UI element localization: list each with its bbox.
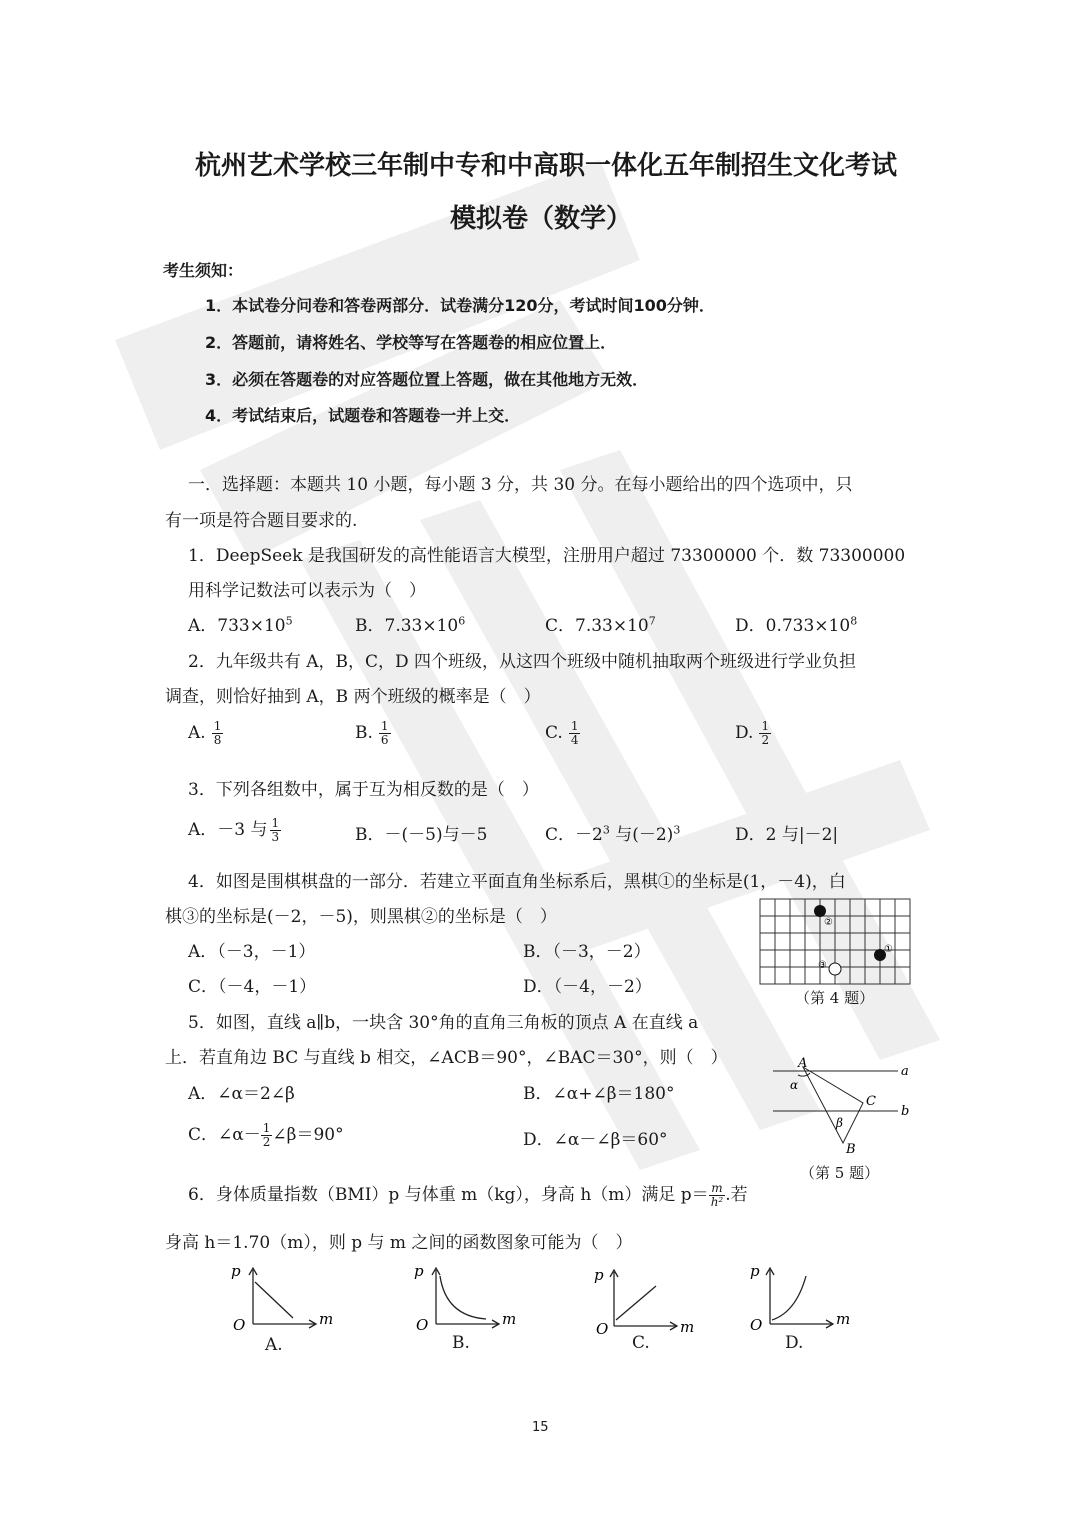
q3-option-b: B．－(－5)与－5 — [355, 825, 488, 845]
q4-option-d: D．（－4，－2） — [523, 977, 652, 997]
q1-option-d: D．$0.733\times 10^8$ — [735, 614, 858, 636]
q1-line-1: 1．DeepSeek 是我国研发的高性能语言大模型，注册用户超过 73300000 个．数 73300000 — [188, 546, 906, 566]
q1-option-b: B．$7.33\times 10^6$ — [355, 614, 466, 636]
svg-text:p: p — [414, 1262, 424, 1280]
q2-option-d: D. $\frac{1}{2}$ — [735, 719, 770, 747]
black-stone-2 — [814, 905, 826, 917]
graph-d-label: D. — [785, 1333, 804, 1353]
q3-option-a: A．－3 与 $\frac{1}{3}$ — [188, 816, 280, 844]
q5-line-1: 5．如图，直线 a∥b，一块含 30°角的直角三角板的顶点 A 在直线 a — [188, 1013, 699, 1033]
svg-text:m: m — [502, 1310, 517, 1328]
page-number: 15 — [532, 1420, 549, 1435]
notice-heading: 考生须知： — [163, 261, 244, 280]
label-b: b — [901, 1104, 910, 1119]
q3-option-c: C．$-2^3$ 与$(-2)^3$ — [545, 823, 681, 845]
marker-1: ① — [884, 944, 893, 955]
title-line-2: 模拟卷（数学） — [450, 204, 633, 234]
notice-item-1: 1．本试卷分问卷和答卷两部分．试卷满分120分，考试时间100分钟． — [205, 296, 715, 315]
svg-text:m: m — [319, 1310, 334, 1328]
svg-text:O: O — [750, 1316, 763, 1334]
svg-text:O: O — [416, 1316, 429, 1334]
label-C: C — [866, 1094, 876, 1109]
q6-line-2: 身高 h＝1.70（m），则 p 与 m 之间的函数图象可能为（ ） — [165, 1233, 633, 1253]
q3-line-1: 3．下列各组数中，属于互为相反数的是（ ） — [188, 780, 539, 800]
go-board-figure — [756, 895, 916, 990]
q5-option-a: A．∠α＝2∠β — [188, 1084, 295, 1104]
graph-b — [410, 1262, 530, 1334]
q2-line-1: 2．九年级共有 A，B，C，D 四个班级，从这四个班级中随机抽取两个班级进行学业负担 — [188, 652, 857, 672]
label-B: B — [846, 1142, 856, 1157]
white-stone-3 — [829, 963, 841, 975]
svg-text:m: m — [680, 1318, 695, 1334]
q1-option-a: A．$733\times 10^5$ — [188, 614, 293, 636]
svg-text:p: p — [231, 1262, 241, 1280]
title-line-1: 杭州艺术学校三年制中专和中高职一体化五年制招生文化考试 — [195, 151, 898, 181]
section1-line-1: 一．选择题：本题共 10 小题，每小题 3 分，共 30 分。在每小题给出的四个选项中，只 — [188, 475, 853, 495]
q5-line-2: 上．若直角边 BC 与直线 b 相交，∠ACB＝90°，∠BAC＝30°，则（ ） — [165, 1048, 728, 1068]
svg-text:p: p — [594, 1266, 604, 1284]
notice-item-4: 4．考试结束后，试题卷和答题卷一并上交． — [205, 406, 521, 425]
q2-option-a: A. $\frac{1}{8}$ — [188, 719, 222, 747]
q2-line-2: 调查，则恰好抽到 A，B 两个班级的概率是（ ） — [165, 687, 541, 707]
q4-line-2: 棋③的坐标是(－2，－5)，则黑棋②的坐标是（ ） — [165, 907, 557, 927]
q3-option-d: D．2 与|－2| — [735, 825, 839, 845]
label-a: a — [901, 1064, 909, 1079]
q5-option-c: C．∠α－ $\frac{1}{2}$ ∠β＝90° — [188, 1121, 344, 1149]
q4-figure-caption: （第 4 题） — [795, 989, 875, 1007]
svg-text:m: m — [836, 1310, 851, 1328]
q1-line-2: 用科学记数法可以表示为（ ） — [188, 581, 426, 601]
graph-b-label: B. — [452, 1333, 470, 1353]
q4-option-b: B．（－3，－2） — [523, 942, 651, 962]
q6-line-1: 6．身体质量指数（BMI）p 与体重 m（kg），身高 h（m）满足 p＝ $\frac{m}{\text{h²}}$ .若 — [188, 1181, 748, 1209]
q5-option-d: D．∠α－∠β＝60° — [523, 1130, 668, 1150]
notice-item-2: 2．答题前，请将姓名、学校等写在答题卷的相应位置上． — [205, 333, 617, 352]
marker-2: ② — [824, 917, 833, 928]
q4-option-c: C．（－4，－1） — [188, 977, 317, 997]
q2-option-b: B. $\frac{1}{6}$ — [355, 719, 389, 747]
label-beta: β — [836, 1116, 843, 1130]
graph-d — [748, 1262, 868, 1334]
label-alpha: α — [790, 1078, 799, 1092]
svg-text:O: O — [596, 1320, 609, 1334]
graph-c-label: C. — [632, 1333, 650, 1353]
q5-figure-caption: （第 5 题） — [800, 1164, 880, 1182]
section1-line-2: 有一项是符合题目要求的. — [165, 511, 358, 531]
label-A: A — [798, 1056, 808, 1071]
q2-option-c: C. $\frac{1}{4}$ — [545, 719, 579, 747]
svg-text:O: O — [233, 1316, 246, 1334]
triangle-figure — [768, 1055, 918, 1160]
q5-option-b: B．∠α+∠β＝180° — [523, 1084, 675, 1104]
graph-a — [225, 1262, 345, 1334]
marker-3: ③ — [818, 960, 827, 971]
q1-option-c: C．$7.33\times 10^7$ — [545, 614, 656, 636]
graph-a-label: A. — [265, 1335, 283, 1355]
q4-line-1: 4．如图是围棋棋盘的一部分．若建立平面直角坐标系后，黑棋①的坐标是(1，－4)，白 — [188, 872, 846, 892]
graph-c — [592, 1262, 712, 1334]
notice-item-3: 3．必须在答题卷的对应答题位置上答题，做在其他地方无效． — [205, 370, 649, 389]
q4-option-a: A．（－3，－1） — [188, 942, 316, 962]
svg-text:p: p — [750, 1262, 760, 1280]
